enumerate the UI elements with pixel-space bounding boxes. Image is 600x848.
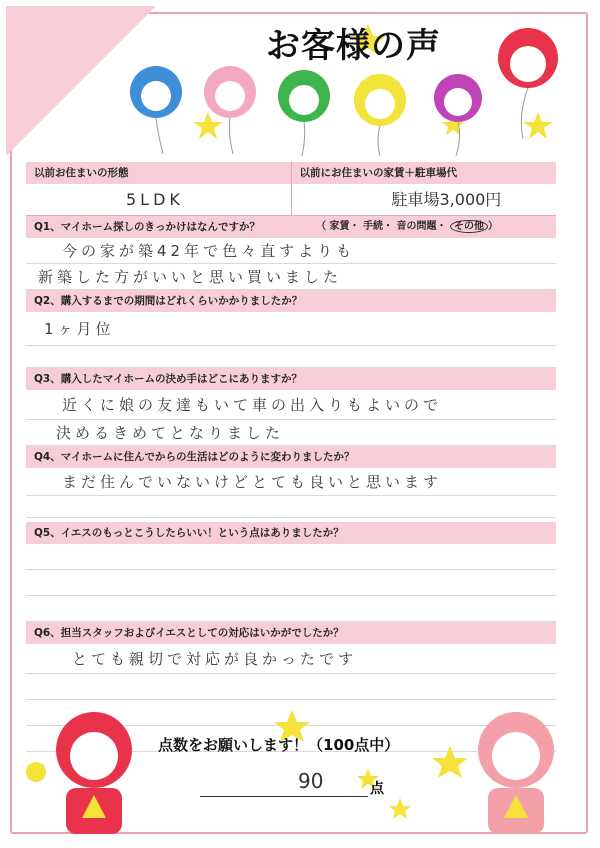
score-underline [200,796,368,797]
q4-blank-line [26,496,556,518]
q1-option-selected: その他 [450,220,488,233]
q2-label: Q2、購入するまでの期間はどれくらいかかりましたか？ [26,290,556,312]
q5-blank-line [26,544,556,570]
q1-label: Q1、マイホーム探しのきっかけはなんですか？ [34,221,261,233]
q5-blank-line [26,570,556,596]
q6-answer-line: とても親切で対応が良かったです [26,644,556,674]
score-prompt: 点数をお願いします！（100点中） [158,736,400,754]
score-unit: 点 [370,781,384,797]
prev-rent-value: 駐車場3,000円 [291,184,557,216]
q4-label: Q4、マイホームに住んでからの生活はどのように変わりましたか？ [26,446,556,468]
q6-label: Q6、担当スタッフおよびイエスとしての対応はいかがでしたか？ [26,622,556,644]
q6-blank-line [26,674,556,700]
robot-bear-icon [14,700,164,834]
q2-blank-line [26,346,556,368]
q1-option: 音の問題 [396,221,437,232]
prev-type-label: 以前お住まいの形態 [26,162,291,184]
q2-answer-line: 1ヶ月位 [26,312,556,346]
q1-header [26,216,556,238]
q1-option: 手続 [363,221,384,232]
q4-answer-line: まだ住んでいないけどとても良いと思います [26,468,556,496]
q1-options: （ 家賃・ 手続・ 音の問題・ その他 ） [316,221,498,232]
q1-answer-line: 新築した方がいいと思い買いました [26,264,556,290]
score-value: 90 [298,769,324,793]
prev-type-value: 5LDK [26,184,291,216]
star-icon [270,708,470,828]
q1-answer-line: 今の家が築42年で色々直すよりも [26,238,556,264]
q5-label: Q5、イエスのもっとこうしたらいい！という点はありましたか？ [26,522,556,544]
previous-home-values [26,184,556,216]
prev-rent-label: 以前にお住まいの家賃＋駐車場代 [291,162,557,184]
q3-answer-line: 近くに娘の友達もいて車の出入りもよいので [26,390,556,420]
q5-blank-line [26,596,556,622]
q3-label: Q3、購入したマイホームの決め手はどこにありますか？ [26,368,556,390]
previous-home-headers [26,162,556,184]
survey-form [26,162,556,752]
q1-option: 家賃 [329,221,350,232]
q3-answer-line: 決めるきめてとなりました [26,420,556,446]
page-title: お客様の声 [266,26,441,66]
